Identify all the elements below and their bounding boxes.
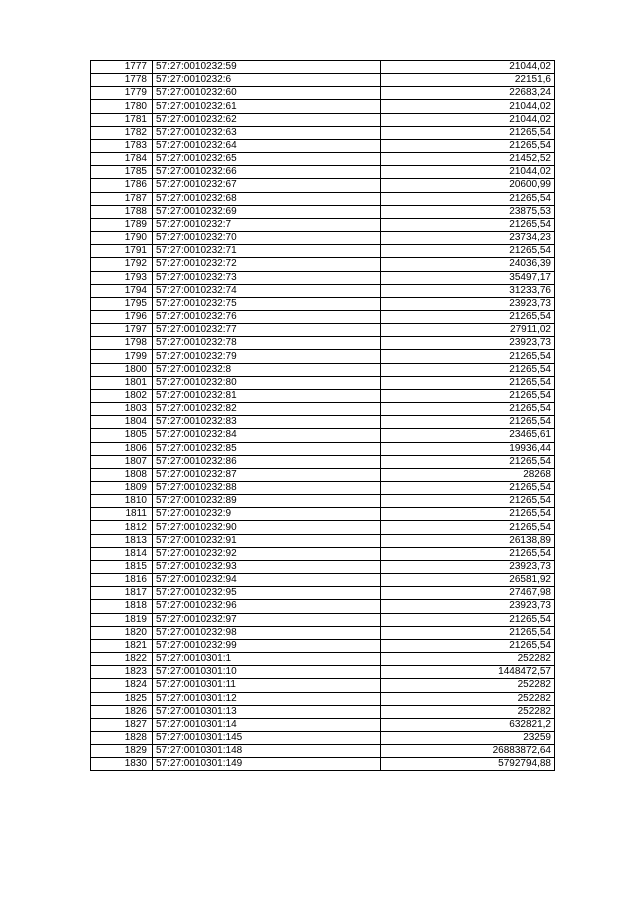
cadastral-number-cell: 57:27:0010232:81 [153, 389, 381, 402]
row-number-cell: 1824 [91, 679, 153, 692]
cadastral-number-cell: 57:27:0010232:78 [153, 337, 381, 350]
cadastral-value-cell: 28268 [381, 468, 555, 481]
table-row [91, 521, 555, 534]
table-row [91, 547, 555, 560]
cadastral-number-cell: 57:27:0010232:70 [153, 232, 381, 245]
cadastral-number-cell: 57:27:0010232:71 [153, 245, 381, 258]
cadastral-number-cell: 57:27:0010232:72 [153, 258, 381, 271]
cadastral-value-cell: 21452,52 [381, 153, 555, 166]
cadastral-value-cell: 21265,54 [381, 547, 555, 560]
table-row [91, 139, 555, 152]
table-row [91, 429, 555, 442]
table-row [91, 271, 555, 284]
cadastral-number-cell: 57:27:0010232:67 [153, 179, 381, 192]
cadastral-number-cell: 57:27:0010232:98 [153, 626, 381, 639]
cadastral-value-cell: 21265,54 [381, 495, 555, 508]
cadastral-number-cell: 57:27:0010232:93 [153, 560, 381, 573]
table-row [91, 666, 555, 679]
row-number-cell: 1778 [91, 74, 153, 87]
cadastral-number-cell: 57:27:0010232:74 [153, 284, 381, 297]
row-number-cell: 1780 [91, 100, 153, 113]
row-number-cell: 1820 [91, 626, 153, 639]
cadastral-value-cell: 21265,54 [381, 126, 555, 139]
cadastral-value-cell: 22683,24 [381, 87, 555, 100]
row-number-cell: 1786 [91, 179, 153, 192]
cadastral-value-cell: 26883872,64 [381, 745, 555, 758]
cadastral-number-cell: 57:27:0010232:90 [153, 521, 381, 534]
cadastral-value-cell: 21265,54 [381, 455, 555, 468]
cadastral-number-cell: 57:27:0010232:68 [153, 192, 381, 205]
table-row [91, 718, 555, 731]
row-number-cell: 1788 [91, 205, 153, 218]
row-number-cell: 1825 [91, 692, 153, 705]
cadastral-value-cell: 23923,73 [381, 600, 555, 613]
cadastral-value-cell: 24036,39 [381, 258, 555, 271]
cadastral-value-cell: 23923,73 [381, 337, 555, 350]
row-number-cell: 1802 [91, 389, 153, 402]
cadastral-number-cell: 57:27:0010232:94 [153, 574, 381, 587]
row-number-cell: 1777 [91, 61, 153, 74]
cadastral-value-cell: 26138,89 [381, 534, 555, 547]
cadastral-number-cell: 57:27:0010232:89 [153, 495, 381, 508]
cadastral-value-cell: 22151,6 [381, 74, 555, 87]
table-row [91, 587, 555, 600]
cadastral-value-cell: 21265,54 [381, 389, 555, 402]
row-number-cell: 1828 [91, 731, 153, 744]
cadastral-number-cell: 57:27:0010232:61 [153, 100, 381, 113]
row-number-cell: 1809 [91, 482, 153, 495]
table-row [91, 705, 555, 718]
cadastral-number-cell: 57:27:0010232:99 [153, 639, 381, 652]
cadastral-number-cell: 57:27:0010232:64 [153, 139, 381, 152]
cadastral-value-cell: 27467,98 [381, 587, 555, 600]
cadastral-number-cell: 57:27:0010232:84 [153, 429, 381, 442]
table-row [91, 363, 555, 376]
row-number-cell: 1813 [91, 534, 153, 547]
row-number-cell: 1822 [91, 653, 153, 666]
row-number-cell: 1829 [91, 745, 153, 758]
cadastral-number-cell: 57:27:0010232:95 [153, 587, 381, 600]
row-number-cell: 1808 [91, 468, 153, 481]
table-row [91, 350, 555, 363]
cadastral-value-cell: 35497,17 [381, 271, 555, 284]
cadastral-value-cell: 5792794,88 [381, 758, 555, 771]
cadastral-number-cell: 57:27:0010232:7 [153, 218, 381, 231]
cadastral-value-cell: 19936,44 [381, 442, 555, 455]
cadastral-number-cell: 57:27:0010232:62 [153, 113, 381, 126]
cadastral-number-cell: 57:27:0010232:75 [153, 297, 381, 310]
cadastral-value-cell: 23259 [381, 731, 555, 744]
table-row [91, 126, 555, 139]
table-row [91, 113, 555, 126]
cadastral-value-table [90, 60, 555, 771]
cadastral-number-cell: 57:27:0010232:8 [153, 363, 381, 376]
row-number-cell: 1815 [91, 560, 153, 573]
table-row [91, 61, 555, 74]
cadastral-number-cell: 57:27:0010301:1 [153, 653, 381, 666]
cadastral-number-cell: 57:27:0010232:88 [153, 482, 381, 495]
cadastral-value-cell: 21044,02 [381, 61, 555, 74]
table-row [91, 574, 555, 587]
table-row [91, 245, 555, 258]
table-row [91, 745, 555, 758]
row-number-cell: 1810 [91, 495, 153, 508]
cadastral-value-cell: 252282 [381, 679, 555, 692]
cadastral-value-cell: 21044,02 [381, 166, 555, 179]
row-number-cell: 1782 [91, 126, 153, 139]
cadastral-value-cell: 21265,54 [381, 403, 555, 416]
cadastral-value-cell: 21265,54 [381, 363, 555, 376]
cadastral-number-cell: 57:27:0010232:77 [153, 324, 381, 337]
table-row [91, 403, 555, 416]
row-number-cell: 1814 [91, 547, 153, 560]
cadastral-value-cell: 21265,54 [381, 350, 555, 363]
table-row [91, 232, 555, 245]
table-row [91, 560, 555, 573]
row-number-cell: 1781 [91, 113, 153, 126]
cadastral-number-cell: 57:27:0010232:83 [153, 416, 381, 429]
cadastral-number-cell: 57:27:0010232:91 [153, 534, 381, 547]
table-row [91, 600, 555, 613]
cadastral-value-cell: 21044,02 [381, 113, 555, 126]
cadastral-value-cell: 252282 [381, 653, 555, 666]
cadastral-value-cell: 632821,2 [381, 718, 555, 731]
cadastral-number-cell: 57:27:0010232:79 [153, 350, 381, 363]
row-number-cell: 1793 [91, 271, 153, 284]
cadastral-number-cell: 57:27:0010232:66 [153, 166, 381, 179]
row-number-cell: 1787 [91, 192, 153, 205]
row-number-cell: 1803 [91, 403, 153, 416]
cadastral-value-cell: 1448472,57 [381, 666, 555, 679]
table-row [91, 258, 555, 271]
row-number-cell: 1794 [91, 284, 153, 297]
row-number-cell: 1790 [91, 232, 153, 245]
row-number-cell: 1797 [91, 324, 153, 337]
table-row [91, 376, 555, 389]
cadastral-number-cell: 57:27:0010301:14 [153, 718, 381, 731]
cadastral-number-cell: 57:27:0010301:11 [153, 679, 381, 692]
table-row [91, 758, 555, 771]
cadastral-value-cell: 21044,02 [381, 100, 555, 113]
cadastral-number-cell: 57:27:0010232:96 [153, 600, 381, 613]
row-number-cell: 1779 [91, 87, 153, 100]
table-row [91, 310, 555, 323]
row-number-cell: 1796 [91, 310, 153, 323]
row-number-cell: 1811 [91, 508, 153, 521]
row-number-cell: 1821 [91, 639, 153, 652]
cadastral-value-cell: 21265,54 [381, 139, 555, 152]
row-number-cell: 1789 [91, 218, 153, 231]
table-row [91, 337, 555, 350]
cadastral-number-cell: 57:27:0010301:10 [153, 666, 381, 679]
cadastral-number-cell: 57:27:0010301:12 [153, 692, 381, 705]
cadastral-value-cell: 21265,54 [381, 310, 555, 323]
table-row [91, 74, 555, 87]
table-row [91, 639, 555, 652]
table-row [91, 613, 555, 626]
cadastral-value-cell: 21265,54 [381, 416, 555, 429]
table-row [91, 534, 555, 547]
table-row [91, 495, 555, 508]
table-row [91, 87, 555, 100]
cadastral-number-cell: 57:27:0010232:6 [153, 74, 381, 87]
table-body [91, 61, 555, 771]
cadastral-value-cell: 23923,73 [381, 297, 555, 310]
cadastral-number-cell: 57:27:0010232:73 [153, 271, 381, 284]
cadastral-number-cell: 57:27:0010232:80 [153, 376, 381, 389]
cadastral-value-cell: 21265,54 [381, 482, 555, 495]
cadastral-number-cell: 57:27:0010232:76 [153, 310, 381, 323]
cadastral-value-cell: 21265,54 [381, 245, 555, 258]
table-row [91, 192, 555, 205]
row-number-cell: 1806 [91, 442, 153, 455]
cadastral-number-cell: 57:27:0010301:149 [153, 758, 381, 771]
cadastral-value-cell: 23923,73 [381, 560, 555, 573]
cadastral-value-cell: 21265,54 [381, 192, 555, 205]
table-row [91, 153, 555, 166]
table-row [91, 442, 555, 455]
cadastral-value-cell: 21265,54 [381, 521, 555, 534]
table-row [91, 284, 555, 297]
row-number-cell: 1791 [91, 245, 153, 258]
cadastral-number-cell: 57:27:0010232:65 [153, 153, 381, 166]
cadastral-number-cell: 57:27:0010232:63 [153, 126, 381, 139]
table-row [91, 455, 555, 468]
cadastral-value-cell: 252282 [381, 692, 555, 705]
cadastral-value-cell: 26581,92 [381, 574, 555, 587]
row-number-cell: 1827 [91, 718, 153, 731]
cadastral-number-cell: 57:27:0010232:59 [153, 61, 381, 74]
cadastral-value-cell: 20600,99 [381, 179, 555, 192]
table-row [91, 731, 555, 744]
row-number-cell: 1830 [91, 758, 153, 771]
row-number-cell: 1817 [91, 587, 153, 600]
row-number-cell: 1801 [91, 376, 153, 389]
cadastral-value-cell: 21265,54 [381, 508, 555, 521]
row-number-cell: 1819 [91, 613, 153, 626]
cadastral-number-cell: 57:27:0010232:82 [153, 403, 381, 416]
cadastral-value-cell: 21265,54 [381, 613, 555, 626]
row-number-cell: 1804 [91, 416, 153, 429]
row-number-cell: 1795 [91, 297, 153, 310]
row-number-cell: 1783 [91, 139, 153, 152]
table-row [91, 389, 555, 402]
cadastral-value-cell: 21265,54 [381, 626, 555, 639]
cadastral-number-cell: 57:27:0010301:13 [153, 705, 381, 718]
table-row [91, 297, 555, 310]
cadastral-value-cell: 23875,53 [381, 205, 555, 218]
cadastral-value-cell: 23465,61 [381, 429, 555, 442]
table-row [91, 508, 555, 521]
table-row [91, 653, 555, 666]
cadastral-number-cell: 57:27:0010232:85 [153, 442, 381, 455]
table-row [91, 166, 555, 179]
row-number-cell: 1784 [91, 153, 153, 166]
cadastral-value-cell: 31233,76 [381, 284, 555, 297]
table-row [91, 679, 555, 692]
cadastral-number-cell: 57:27:0010301:145 [153, 731, 381, 744]
cadastral-number-cell: 57:27:0010232:87 [153, 468, 381, 481]
cadastral-number-cell: 57:27:0010232:69 [153, 205, 381, 218]
cadastral-number-cell: 57:27:0010232:92 [153, 547, 381, 560]
row-number-cell: 1799 [91, 350, 153, 363]
cadastral-number-cell: 57:27:0010232:60 [153, 87, 381, 100]
row-number-cell: 1800 [91, 363, 153, 376]
table-row [91, 100, 555, 113]
row-number-cell: 1818 [91, 600, 153, 613]
table-row [91, 416, 555, 429]
cadastral-value-cell: 21265,54 [381, 639, 555, 652]
table-row [91, 468, 555, 481]
cadastral-number-cell: 57:27:0010301:148 [153, 745, 381, 758]
row-number-cell: 1798 [91, 337, 153, 350]
table-row [91, 692, 555, 705]
row-number-cell: 1826 [91, 705, 153, 718]
cadastral-value-cell: 252282 [381, 705, 555, 718]
cadastral-value-cell: 27911,02 [381, 324, 555, 337]
cadastral-value-cell: 21265,54 [381, 218, 555, 231]
cadastral-number-cell: 57:27:0010232:86 [153, 455, 381, 468]
cadastral-value-cell: 21265,54 [381, 376, 555, 389]
row-number-cell: 1792 [91, 258, 153, 271]
row-number-cell: 1816 [91, 574, 153, 587]
table-row [91, 482, 555, 495]
table-row [91, 218, 555, 231]
cadastral-value-cell: 23734,23 [381, 232, 555, 245]
row-number-cell: 1785 [91, 166, 153, 179]
cadastral-number-cell: 57:27:0010232:97 [153, 613, 381, 626]
table-row [91, 179, 555, 192]
table-row [91, 205, 555, 218]
row-number-cell: 1812 [91, 521, 153, 534]
row-number-cell: 1807 [91, 455, 153, 468]
cadastral-number-cell: 57:27:0010232:9 [153, 508, 381, 521]
row-number-cell: 1823 [91, 666, 153, 679]
row-number-cell: 1805 [91, 429, 153, 442]
table-row [91, 324, 555, 337]
table-row [91, 626, 555, 639]
